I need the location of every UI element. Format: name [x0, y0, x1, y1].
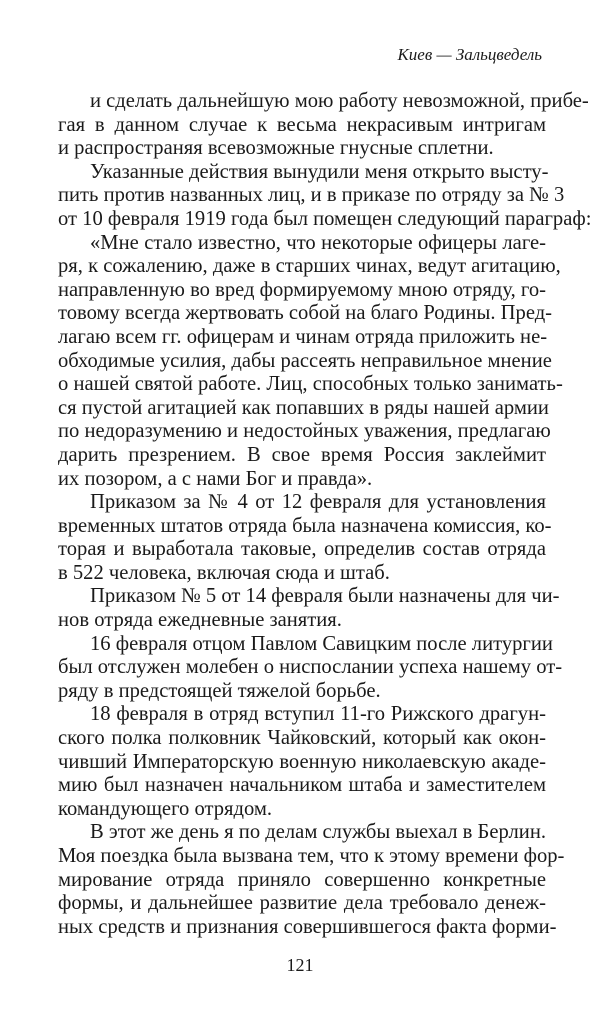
- text-line: пить против названных лиц, и в приказе по отряду за № 3: [58, 184, 565, 207]
- text-line: торая и выработала таковые, определив состав отряда: [58, 538, 546, 561]
- text-line: чивший Императорскую военную николаевскую акаде-: [58, 750, 546, 773]
- text-line: товому всегда жертвовать собой на благо Родины. Пред-: [58, 302, 553, 325]
- text-line: формы, и дальнейшее развитие дела требовало денеж-: [58, 892, 546, 915]
- text-line: лагаю всем гг. офицерам и чинам отряда приложить не-: [58, 325, 548, 348]
- text-line: 16 февраля отцом Павлом Савицким после литургии: [90, 632, 553, 655]
- paragraph: [58, 585, 560, 632]
- text-line: обходимые усилия, дабы рассеять неправильное мнение: [58, 349, 552, 372]
- text-line: временных штатов отряда была назначена комиссия, ко-: [58, 514, 552, 537]
- page-number: 121: [286, 955, 314, 975]
- text-line: дарить презрением. В свое время Россия заклеймит: [58, 443, 546, 466]
- text-line: ся пустой агитацией как попавших в ряды нашей армии: [58, 396, 549, 419]
- text-line: ря, к сожалению, даже в старших чинах, ведут агитацию,: [58, 255, 561, 278]
- paragraph: [58, 703, 546, 821]
- text-line: от 10 февраля 1919 года был помещен следующий параграф:: [58, 207, 592, 230]
- text-line: Приказом № 5 от 14 февраля были назначены для чи-: [90, 585, 560, 608]
- text-line: Приказом за № 4 от 12 февраля для установления: [90, 491, 546, 514]
- text-line: 18 февраля в отряд вступил 11-го Рижского драгун-: [90, 703, 546, 726]
- text-line: их позором, а с нами Бог и правда».: [58, 467, 373, 490]
- text-line: в 522 человека, включая сюда и штаб.: [58, 561, 390, 584]
- paragraph: [58, 90, 589, 161]
- text-line: мирование отряда приняло совершенно конкретные: [58, 868, 546, 891]
- text-line: командующего отрядом.: [58, 797, 273, 820]
- text-line: Указанные действия вынудили меня открыто высту-: [90, 160, 549, 183]
- paragraph: [58, 632, 563, 704]
- text-line: нов отряда ежедневные занятия.: [58, 609, 342, 632]
- text-line: ряду в предстоящей тяжелой борьбе.: [58, 679, 381, 702]
- paragraph: [58, 491, 552, 585]
- body-text: [58, 90, 592, 939]
- text-line: направленную во вред формируемому мною отряду, го-: [58, 278, 546, 301]
- paragraph: [58, 821, 565, 939]
- text-line: Моя поездка была вызвана тем, что к этому времени фор-: [58, 845, 565, 867]
- text-line: ского полка полковник Чайковский, который как окон-: [58, 727, 546, 750]
- running-header: Киев — Зальцведель: [397, 45, 542, 64]
- text-line: мию был назначен начальником штаба и заместителем: [58, 774, 546, 797]
- text-line: ных средств и признания совершившегося факта форми-: [58, 915, 557, 938]
- text-line: «Мне стало известно, что некоторые офицеры лаге-: [90, 231, 546, 254]
- paragraph: [58, 231, 563, 492]
- text-line: был отслужен молебен о ниспослании успеха нашему от-: [58, 656, 563, 679]
- text-line: о нашей святой работе. Лиц, способных только занимать-: [58, 373, 563, 396]
- text-line: и распространяя всевозможные гнусные сплетни.: [58, 137, 494, 160]
- text-line: гая в данном случае к весьма некрасивым интригам: [58, 113, 546, 136]
- text-line: по недоразумению и недостойных уважения, предлагаю: [58, 420, 551, 443]
- paragraph: [58, 160, 592, 232]
- text-line: В этот же день я по делам службы выехал в Берлин.: [90, 821, 546, 844]
- text-line: и сделать дальнейшую мою работу невозможной, прибе-: [90, 90, 589, 112]
